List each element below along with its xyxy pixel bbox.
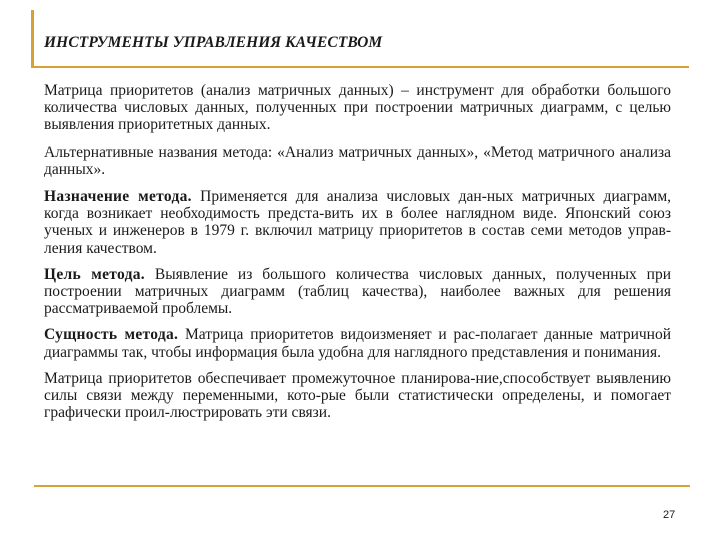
- paragraph-definition: [44, 82, 671, 134]
- slide-title: ИНСТРУМЕНТЫ УПРАВЛЕНИЯ КАЧЕСТВОМ: [44, 34, 383, 51]
- accent-top-rule: [31, 66, 689, 68]
- page-number: 27: [663, 509, 676, 521]
- paragraph-goal: [44, 266, 671, 318]
- alternative-names-text: Альтернативные названия метода: «Анализ матричных данных», «Метод матричного анализа данных».: [44, 143, 671, 178]
- goal-label: Цель метода.: [44, 265, 145, 283]
- summary-text: Матрица приоритетов обеспечивает промежуточное планирова-ние,способствует выявлению силы связи между переменными, кото-рые были статистически определены, и помогает графически проил-люстрировать эти связи.: [44, 369, 671, 422]
- definition-term: Матрица приоритетов (анализ матричных данных): [44, 82, 394, 99]
- paragraph-summary: [44, 370, 671, 422]
- accent-vertical-rule: [31, 10, 34, 66]
- slide-body: [44, 82, 671, 431]
- paragraph-essence: [44, 326, 671, 360]
- essence-text: Матрица приоритетов видоизменяет и рас-полагает данные матричной диаграммы так, чтобы информация была удобна для наглядного представления и понимания.: [44, 326, 672, 361]
- paragraph-purpose: [44, 188, 671, 257]
- purpose-text: Применяется для анализа числовых дан-ных матричных диаграмм, когда возникает необходимость предста-вить их в более наглядном виде. Японский союз ученых и инженеров в 1979 г. включил матрицу приоритетов в состав семи методов управ-ления качеством.: [44, 188, 671, 257]
- definition-text: – инструмент для обработки большого количества числовых данных, полученных при построении матричных диаграмм, с целью выявления приоритетных данных.: [44, 82, 671, 134]
- essence-label: Сущность метода.: [44, 326, 179, 344]
- purpose-label: Назначение метода.: [44, 188, 192, 206]
- paragraph-alternative-names: [44, 144, 671, 178]
- accent-bottom-rule: [34, 485, 690, 487]
- goal-text: Выявление из большого количества числовых данных, полученных при построении матричных диаграмм (таблиц качества), наиболее важных для решения рассматриваемой проблемы.: [44, 265, 672, 318]
